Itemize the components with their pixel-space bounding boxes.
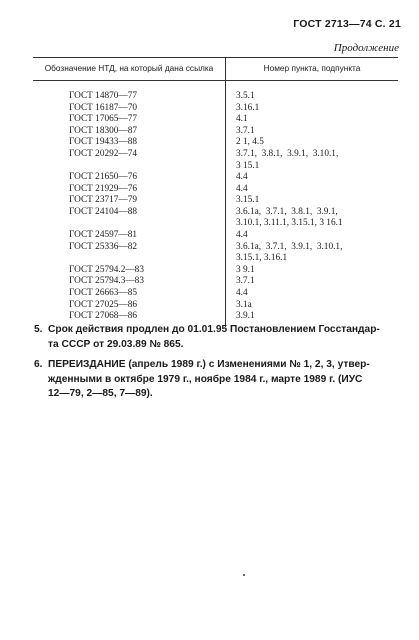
items-cell: 2 1, 4.5: [236, 137, 264, 148]
document-cell: ГОСТ 21929—76: [33, 184, 226, 196]
table-row: [33, 126, 398, 138]
items-cell: 3.1а: [236, 299, 252, 310]
column-header-document: Обозначение НТД, на который дана ссылка: [33, 58, 226, 81]
table-row: [33, 103, 398, 115]
note-6: [34, 358, 399, 402]
table-row: [33, 288, 398, 300]
items-cell: 4.4: [236, 288, 248, 299]
document-cell: ГОСТ 25336—82: [33, 242, 226, 265]
table-row: [33, 172, 398, 184]
document-cell: ГОСТ 27068—86: [33, 311, 226, 327]
table-header-row: [33, 58, 398, 81]
reference-table-container: [33, 57, 398, 327]
items-cell: 3.9.1: [236, 311, 255, 322]
document-cell: ГОСТ 27025—86: [33, 300, 226, 312]
items-cell: 4.4: [236, 183, 248, 194]
items-cell: 4.4: [236, 172, 248, 183]
document-cell: ГОСТ 17065—77: [33, 114, 226, 126]
reference-table: [33, 57, 398, 327]
document-cell: ГОСТ 24104—88: [33, 207, 226, 230]
table-row: [33, 276, 398, 288]
items-cell: 4.4: [236, 230, 248, 241]
document-cell: ГОСТ 18300—87: [33, 126, 226, 138]
note-number: 5.: [34, 324, 43, 335]
note-text-line: Срок действия продлен до 01.01.95 Постановлением Госстандар-: [48, 324, 380, 335]
table-row: [33, 195, 398, 207]
table-row: [33, 137, 398, 149]
table-row: [33, 184, 398, 196]
page-speck: [243, 574, 245, 576]
document-cell: ГОСТ 19433—88: [33, 137, 226, 149]
table-row: [33, 149, 398, 172]
document-cell: ГОСТ 25794.3—83: [33, 276, 226, 288]
items-cell: 3.15.1: [236, 195, 260, 206]
items-cell: 3.6.1а, 3.7.1, 3.8.1, 3.9.1, 3.10.1, 3.11.1, 3.15.1, 3 16.1: [236, 206, 343, 229]
items-cell: 4.1: [236, 114, 248, 125]
document-cell: ГОСТ 21650—76: [33, 172, 226, 184]
note-text-line: ПЕРЕИЗДАНИЕ (апрель 1989 г.) с Изменениями № 1, 2, 3, утвер-: [48, 359, 370, 370]
table-row: [33, 300, 398, 312]
table-row: [33, 114, 398, 126]
items-cell: 3.7.1: [236, 125, 255, 136]
continuation-label: Продолжение: [333, 42, 399, 54]
table-row: [33, 265, 398, 277]
table-row: [33, 230, 398, 242]
document-cell: ГОСТ 24597—81: [33, 230, 226, 242]
note-5: [34, 323, 399, 352]
document-cell: ГОСТ 26663—85: [33, 288, 226, 300]
document-cell: ГОСТ 23717—79: [33, 195, 226, 207]
items-cell: 3.7.1: [236, 276, 255, 287]
items-cell: 3.6.1а, 3.7.1, 3.9.1, 3.10.1, 3.15.1, 3.16.1: [236, 241, 343, 264]
column-header-items: Номер пункта, подпункта: [226, 58, 399, 81]
items-cell: 3.7.1, 3.8.1, 3.9.1, 3.10.1, 3 15.1: [236, 148, 339, 171]
note-text-line: та СССР от 29.03.89 № 865.: [48, 338, 184, 350]
items-cell: 3.16.1: [236, 102, 260, 113]
document-cell: ГОСТ 25794.2—83: [33, 265, 226, 277]
items-cell: 3 9.1: [236, 264, 255, 275]
note-text-line: жденными в октябре 1979 г., ноябре 1984 г., марте 1989 г. (ИУС: [48, 373, 363, 385]
table-row: [33, 80, 398, 102]
note-text-line: 12—79, 2—85, 7—89).: [48, 388, 153, 400]
items-cell: 3.5.1: [236, 90, 255, 101]
page-header: ГОСТ 2713—74 С. 21: [293, 18, 401, 30]
note-number: 6.: [34, 359, 43, 370]
table-row: [33, 242, 398, 265]
document-cell: ГОСТ 20292—74: [33, 149, 226, 172]
table-row: [33, 207, 398, 230]
document-cell: ГОСТ 14870—77: [33, 80, 226, 102]
document-cell: ГОСТ 16187—70: [33, 103, 226, 115]
